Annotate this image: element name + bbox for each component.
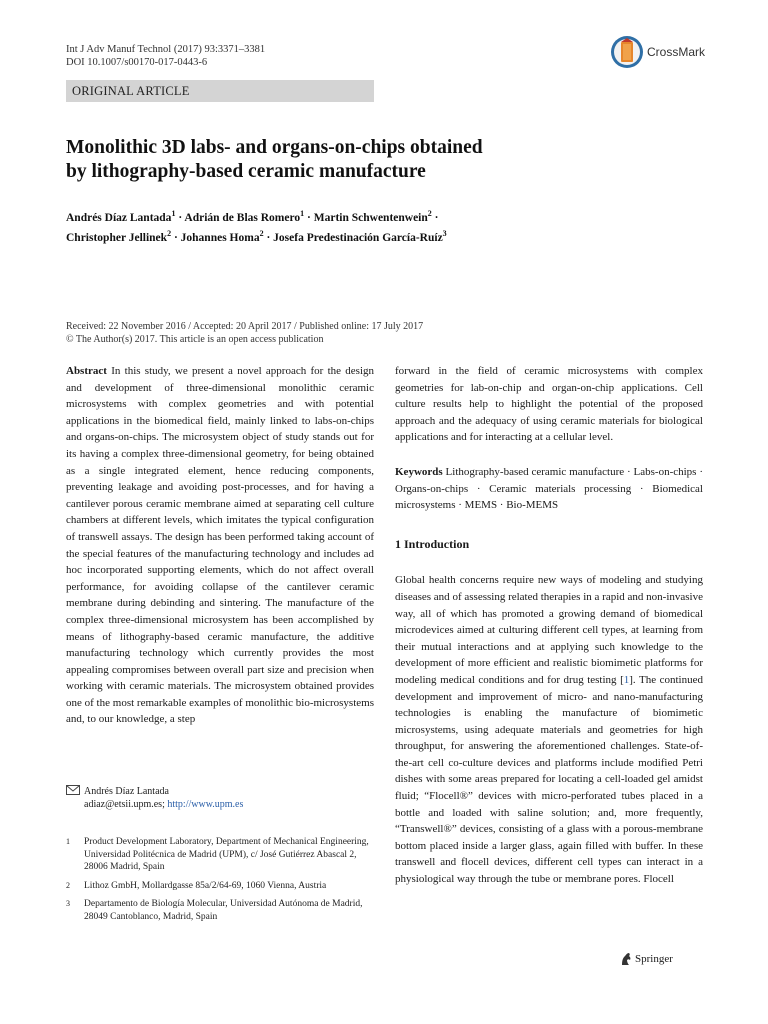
correspondence-email[interactable]: adiaz@etsii.upm.es <box>84 799 163 810</box>
author-affiliation-marker: 1 <box>171 209 176 218</box>
article-type: ORIGINAL ARTICLE <box>72 84 190 98</box>
correspondence-name: Andrés Díaz Lantada <box>84 786 169 797</box>
publisher-logo <box>620 952 673 966</box>
affiliation-text: Product Development Laboratory, Department of Mechanical Engineering, Universidad Politécnica de Madrid (UPM), c/ José Gutiérrez Abascal 2, 28006 Madrid, Spain <box>84 837 369 872</box>
author-line-2: Christopher Jellinek$^2$ · Johannes Homa$^2$ · Josefa Predestinación García-Ruíz$^3$ <box>66 228 447 244</box>
intro-text-b: ]. The continued development and improvement of micro- and nano-manufacturing technologies is enabling the manufacture of biomimetic microsystems, using adequate materials and geometries for high throughput, for answering the aforementioned challenges. State-of-the-art cell co-culture devices and platforms include modified Petri dishes with some areas prepared for locating a cell-loaded gel amidst fluid; “Flocell®” devices with micro-perforated tubes placed in a bottle and loaded with saline solution; and, more frequently, “Transwell®” devices, consisting of a glass with a porous-membrane bottom placed inside a larger glass, again filled with buffer. In these transwell and flocell devices, different cell types can interact in a physiological way through the tube or membrane pores. Flocell <box>395 673 703 886</box>
journal-info <box>66 43 265 69</box>
author-affiliation-marker: 2 <box>167 228 172 238</box>
author-name[interactable]: Adrián de Blas Romero <box>184 211 301 224</box>
abstract <box>66 363 374 728</box>
author-name[interactable]: Christopher Jellinek <box>66 231 168 244</box>
right-column <box>395 363 703 888</box>
journal-citation: Int J Adv Manuf Technol (2017) 93:3371–3381 <box>66 44 266 55</box>
correspondence-url[interactable]: http://www.upm.es <box>167 799 244 810</box>
intro-text-a: Global health concerns require new ways of modeling and studying diseases and of assessing related therapies in a rapid and non-invasive way, all of which has promoted a growing demand of biomedical microdevices aimed at culturing different cell types, at learning from their mutual interactions and at applying such knowledge to the development of more efficient and realistic biomimetic platforms for modeling medical conditions and for drug testing [ <box>395 574 703 686</box>
affiliation-number: 1 <box>66 837 70 846</box>
affiliation-text: Lithoz GmbH, Mollardgasse 85a/2/64-69, 1060 Vienna, Austria <box>84 881 327 891</box>
article-type-bar <box>66 80 374 102</box>
section-heading-introduction: 1 Introduction <box>395 536 470 551</box>
author-name[interactable]: Johannes Homa <box>180 231 260 244</box>
author-line-1: Andrés Díaz Lantada$^1$ · Adrián de Blas Romero$^1$ · Martin Schwentenwein$^2$ · <box>66 209 439 224</box>
affiliation-3 <box>66 898 374 923</box>
publication-dates <box>66 321 423 346</box>
crossmark-icon <box>610 35 644 69</box>
abstract-label: Abstract <box>66 365 107 377</box>
affiliation-text: Departamento de Biología Molecular, Universidad Autónoma de Madrid, 28049 Cantoblanco, Madrid, Spain <box>84 899 363 922</box>
affiliation-1 <box>66 836 374 874</box>
keywords-label: Keywords <box>395 465 443 478</box>
author-name[interactable]: Martin Schwentenwein <box>313 211 428 224</box>
envelope-icon <box>66 785 80 795</box>
journal-doi: DOI 10.1007/s00170-017-0443-6 <box>66 57 208 68</box>
article-title <box>66 136 706 184</box>
author-affiliation-marker: 2 <box>427 209 432 218</box>
affiliation-number: 3 <box>66 899 70 908</box>
abstract-continued: forward in the field of ceramic microsystems with complex geometries for lab-on-chip and organ-on-chip applications. Cell culture results help to highlight the potential of the proposed approach and the adequacy of using ceramic materials for biological applications and for interacting at a cellular level. <box>395 365 703 444</box>
author-name[interactable]: Josefa Predestinación García-Ruíz <box>273 231 443 244</box>
publisher-name: Springer <box>635 953 673 965</box>
introduction-text <box>395 572 703 887</box>
abstract-text: In this study, we present a novel approach for the design and development of three-dimensional monolithic ceramic microsystems with complex geometries and with potential applications in the biomedical field, mainly linked to labs-on-chips and organs-on-chips. The microsystem object of study stands out for its having a complex three-dimensional geometry, for being obtained as a single integrated element, hence reducing components, preventing leakage and avoiding post-processes, and for having a cantilever porous ceramic membrane aimed at separating cell culture chambers at different levels, which imitates the typical configuration of transwell assays. The design has been performed taking account of the special features of the manufacturing technology and includes ad hoc incorporated supporting elements, which do not affect overall performance, for avoiding collapse of the cantilever ceramic membrane during debinding and sintering. The manufacture of the complex three-dimensional microsystem has been accomplished by means of lithography-based ceramic manufacture, the additive manufacturing technology which currently provides the most appealing compromises between overall part size and precision when working with ceramic materials. The microsystem obtained provides one of the most remarkable examples of monolithic bio-microsystems and, to our knowledge, a step <box>66 365 374 726</box>
correspondence-separator: ; <box>162 799 168 810</box>
springer-horse-icon <box>620 952 632 966</box>
keywords-text: Lithography-based ceramic manufacture · Labs-on-chips · Organs-on-chips · Ceramic materials processing · Biomedical microsystems · MEMS · Bio-MEMS <box>395 465 703 512</box>
author-affiliation-marker: 3 <box>442 228 447 238</box>
author-affiliation-marker: 1 <box>300 209 305 218</box>
keywords <box>395 464 703 514</box>
affiliation-2 <box>66 880 374 893</box>
copyright-notice: © The Author(s) 2017. This article is an open access publication <box>66 333 324 345</box>
title-line-1: Monolithic 3D labs- and organs-on-chips obtained <box>66 137 483 158</box>
author-list <box>66 206 706 246</box>
crossmark-label: CrossMark <box>647 45 706 59</box>
title-line-2: by lithography-based ceramic manufacture <box>66 161 426 182</box>
correspondence <box>66 785 374 811</box>
affiliation-number: 2 <box>66 881 70 890</box>
author-affiliation-marker: 2 <box>259 228 264 238</box>
crossmark-badge[interactable] <box>610 34 705 70</box>
author-name[interactable]: Andrés Díaz Lantada <box>66 211 172 224</box>
left-column <box>66 363 374 728</box>
citation-link[interactable]: 1 <box>623 673 630 686</box>
history-dates: Received: 22 November 2016 / Accepted: 20 April 2017 / Published online: 17 July 2017 <box>66 321 424 332</box>
